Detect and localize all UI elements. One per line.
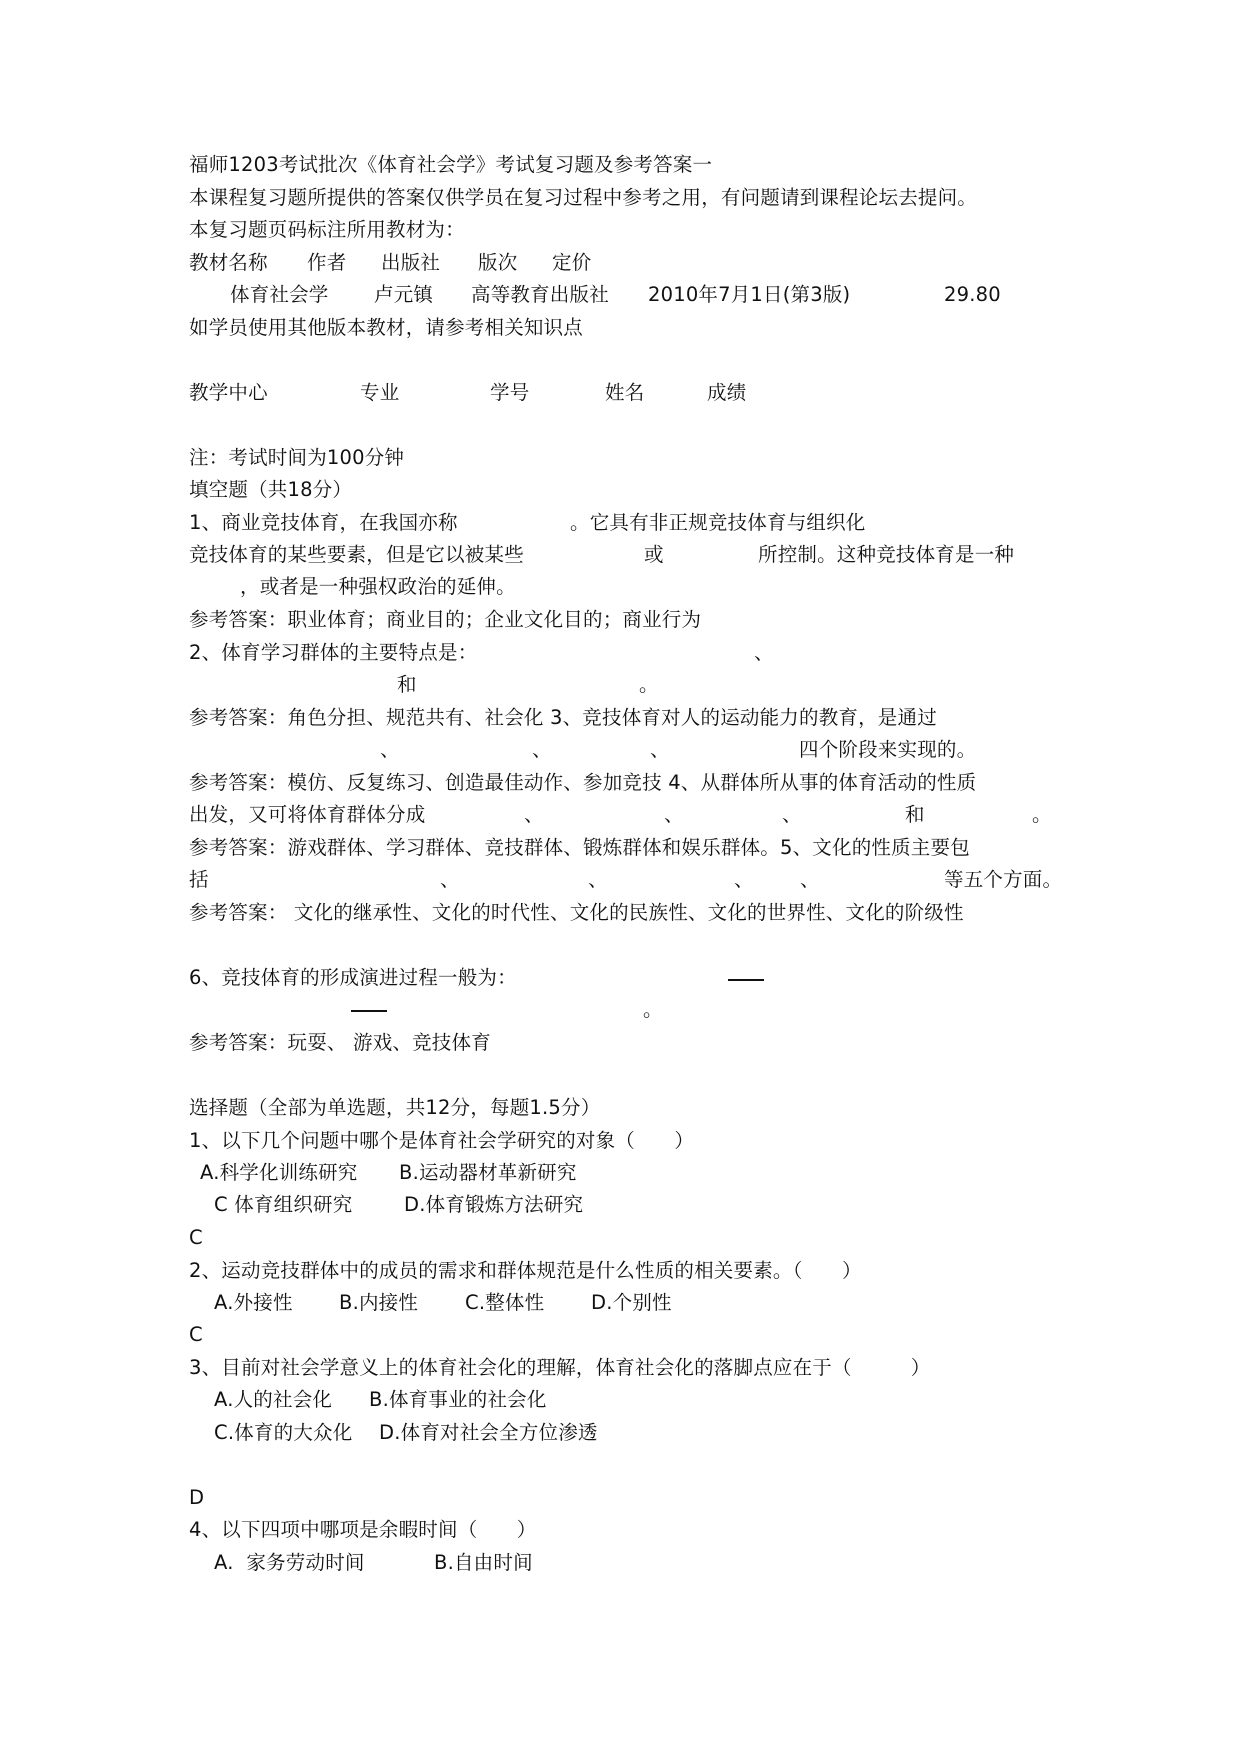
fill-q5-sep-4: 、 xyxy=(800,868,820,891)
choice-q3-answer: D xyxy=(189,1486,205,1509)
choice-q4-question: 4、以下四项中哪项是余暇时间（ ） xyxy=(189,1518,537,1541)
fill-heading: 填空题（共18分） xyxy=(189,478,353,501)
info-score: 成绩 xyxy=(707,381,747,404)
choice-q3-option-d: D.体育对社会全方位渗透 xyxy=(379,1421,598,1444)
fill-q6-dash-1 xyxy=(728,979,764,981)
textbook-header-edition: 版次 xyxy=(478,251,518,274)
fill-q5-sep-1: 、 xyxy=(440,868,460,891)
other-edition-note: 如学员使用其他版本教材，请参考相关知识点 xyxy=(189,316,584,339)
choice-q2-question: 2、运动竞技群体中的成员的需求和群体规范是什么性质的相关要素。（ ） xyxy=(189,1259,862,1282)
fill-q3-sep-2: 、 xyxy=(532,738,552,761)
document-title: 福师1203考试批次《体育社会学》考试复习题及参考答案一 xyxy=(189,153,713,176)
fill-q5-sep-3: 、 xyxy=(734,868,754,891)
textbook-value-edition: 2010年7月1日(第3版) xyxy=(648,283,851,306)
fill-q6-dash-2 xyxy=(351,1010,387,1012)
textbook-header-publisher: 出版社 xyxy=(381,251,441,274)
fill-q5-kuo: 括 xyxy=(189,868,209,891)
fill-q1-part-a: 1、商业竞技体育，在我国亦称 xyxy=(189,511,458,534)
fill-q2-sep: 、 xyxy=(754,641,774,664)
fill-q1-part-b: 。它具有非正规竞技体育与组织化 xyxy=(570,511,866,534)
fill-q2-answer-q3-text: 参考答案：角色分担、规范共有、社会化 3、竞技体育对人的运动能力的教育，是通过 xyxy=(189,706,937,729)
fill-q5-sep-2: 、 xyxy=(588,868,608,891)
choice-q1-option-d: D.体育锻炼方法研究 xyxy=(404,1193,584,1216)
fill-q3-sep-1: 、 xyxy=(380,738,400,761)
fill-q1-part-e: 所控制。这种竞技体育是一种 xyxy=(758,543,1015,566)
fill-q4-sep-1: 、 xyxy=(524,803,544,826)
textbook-value-publisher: 高等教育出版社 xyxy=(471,283,609,306)
choice-q1-option-b: B.运动器材革新研究 xyxy=(399,1161,577,1184)
textbook-header-name: 教材名称 xyxy=(189,251,268,274)
fill-q6-answer: 参考答案：玩耍、 游戏、竞技体育 xyxy=(189,1031,491,1054)
info-center: 教学中心 xyxy=(189,381,268,404)
choice-heading: 选择题（全部为单选题，共12分，每题1.5分） xyxy=(189,1096,601,1119)
fill-q1-part-c: 竞技体育的某些要素，但是它以被某些 xyxy=(189,543,524,566)
choice-q1-answer: C xyxy=(189,1226,203,1249)
choice-q4-option-a: A. 家务劳动时间 xyxy=(214,1551,365,1574)
intro-note: 本课程复习题所提供的答案仅供学员在复习过程中参考之用，有问题请到课程论坛去提问。 xyxy=(189,186,978,209)
fill-q5-end: 等五个方面。 xyxy=(944,868,1063,891)
fill-q3-answer-q4-text: 参考答案：模仿、反复练习、创造最佳动作、参加竞技 4、从群体所从事的体育活动的性质 xyxy=(189,771,977,794)
info-major: 专业 xyxy=(360,381,400,404)
fill-q6-end: 。 xyxy=(643,998,663,1021)
info-name: 姓名 xyxy=(605,381,645,404)
choice-q1-question: 1、以下几个问题中哪个是体育社会学研究的对象（ ） xyxy=(189,1129,695,1152)
choice-q4-option-b: B.自由时间 xyxy=(434,1551,533,1574)
fill-q1-answer: 参考答案：职业体育；商业目的；企业文化目的；商业行为 xyxy=(189,608,702,631)
textbook-header-price: 定价 xyxy=(552,251,592,274)
fill-q2-and: 和 xyxy=(397,673,417,696)
fill-q6-text: 6、竞技体育的形成演进过程一般为： xyxy=(189,966,517,989)
fill-q4-and: 和 xyxy=(905,803,925,826)
textbook-value-name: 体育社会学 xyxy=(230,283,329,306)
choice-q2-option-b: B.内接性 xyxy=(339,1291,419,1314)
info-student-id: 学号 xyxy=(490,381,530,404)
choice-q1-option-c: C 体育组织研究 xyxy=(214,1193,353,1216)
fill-q1-part-f: ，或者是一种强权政治的延伸。 xyxy=(240,575,516,598)
textbook-header-author: 作者 xyxy=(307,251,347,274)
textbook-value-author: 卢元镇 xyxy=(374,283,434,306)
exam-time-note: 注：考试时间为100分钟 xyxy=(189,446,405,469)
fill-q2-part-a: 2、体育学习群体的主要特点是： xyxy=(189,641,478,664)
choice-q2-option-d: D.个别性 xyxy=(591,1291,672,1314)
fill-q4-answer-q5-text: 参考答案：游戏群体、学习群体、竞技群体、锻炼群体和娱乐群体。5、文化的性质主要包 xyxy=(189,836,970,859)
textbook-value-price: 29.80 xyxy=(944,283,1001,306)
fill-q2-end: 。 xyxy=(639,673,659,696)
fill-q4-sep-3: 、 xyxy=(782,803,802,826)
fill-q4-line2: 出发，又可将体育群体分成 xyxy=(189,803,426,826)
fill-q4-sep-2: 、 xyxy=(664,803,684,826)
fill-q3-sep-3: 、 xyxy=(650,738,670,761)
fill-q4-end: 。 xyxy=(1032,803,1052,826)
choice-q2-answer: C xyxy=(189,1323,203,1346)
choice-q3-option-b: B.体育事业的社会化 xyxy=(369,1388,547,1411)
choice-q1-option-a: A.科学化训练研究 xyxy=(200,1161,358,1184)
choice-q2-option-c: C.整体性 xyxy=(465,1291,545,1314)
fill-q3-end: 四个阶段来实现的。 xyxy=(799,738,977,761)
choice-q2-option-a: A.外接性 xyxy=(214,1291,293,1314)
choice-q3-option-c: C.体育的大众化 xyxy=(214,1421,353,1444)
choice-q3-question: 3、目前对社会学意义上的体育社会化的理解，体育社会化的落脚点应在于（ ） xyxy=(189,1356,931,1379)
textbook-note: 本复习题页码标注所用教材为： xyxy=(189,218,465,241)
choice-q3-option-a: A.人的社会化 xyxy=(214,1388,333,1411)
fill-q1-part-d: 或 xyxy=(644,543,664,566)
fill-q5-answer: 参考答案： 文化的继承性、文化的时代性、文化的民族性、文化的世界性、文化的阶级性 xyxy=(189,901,964,924)
